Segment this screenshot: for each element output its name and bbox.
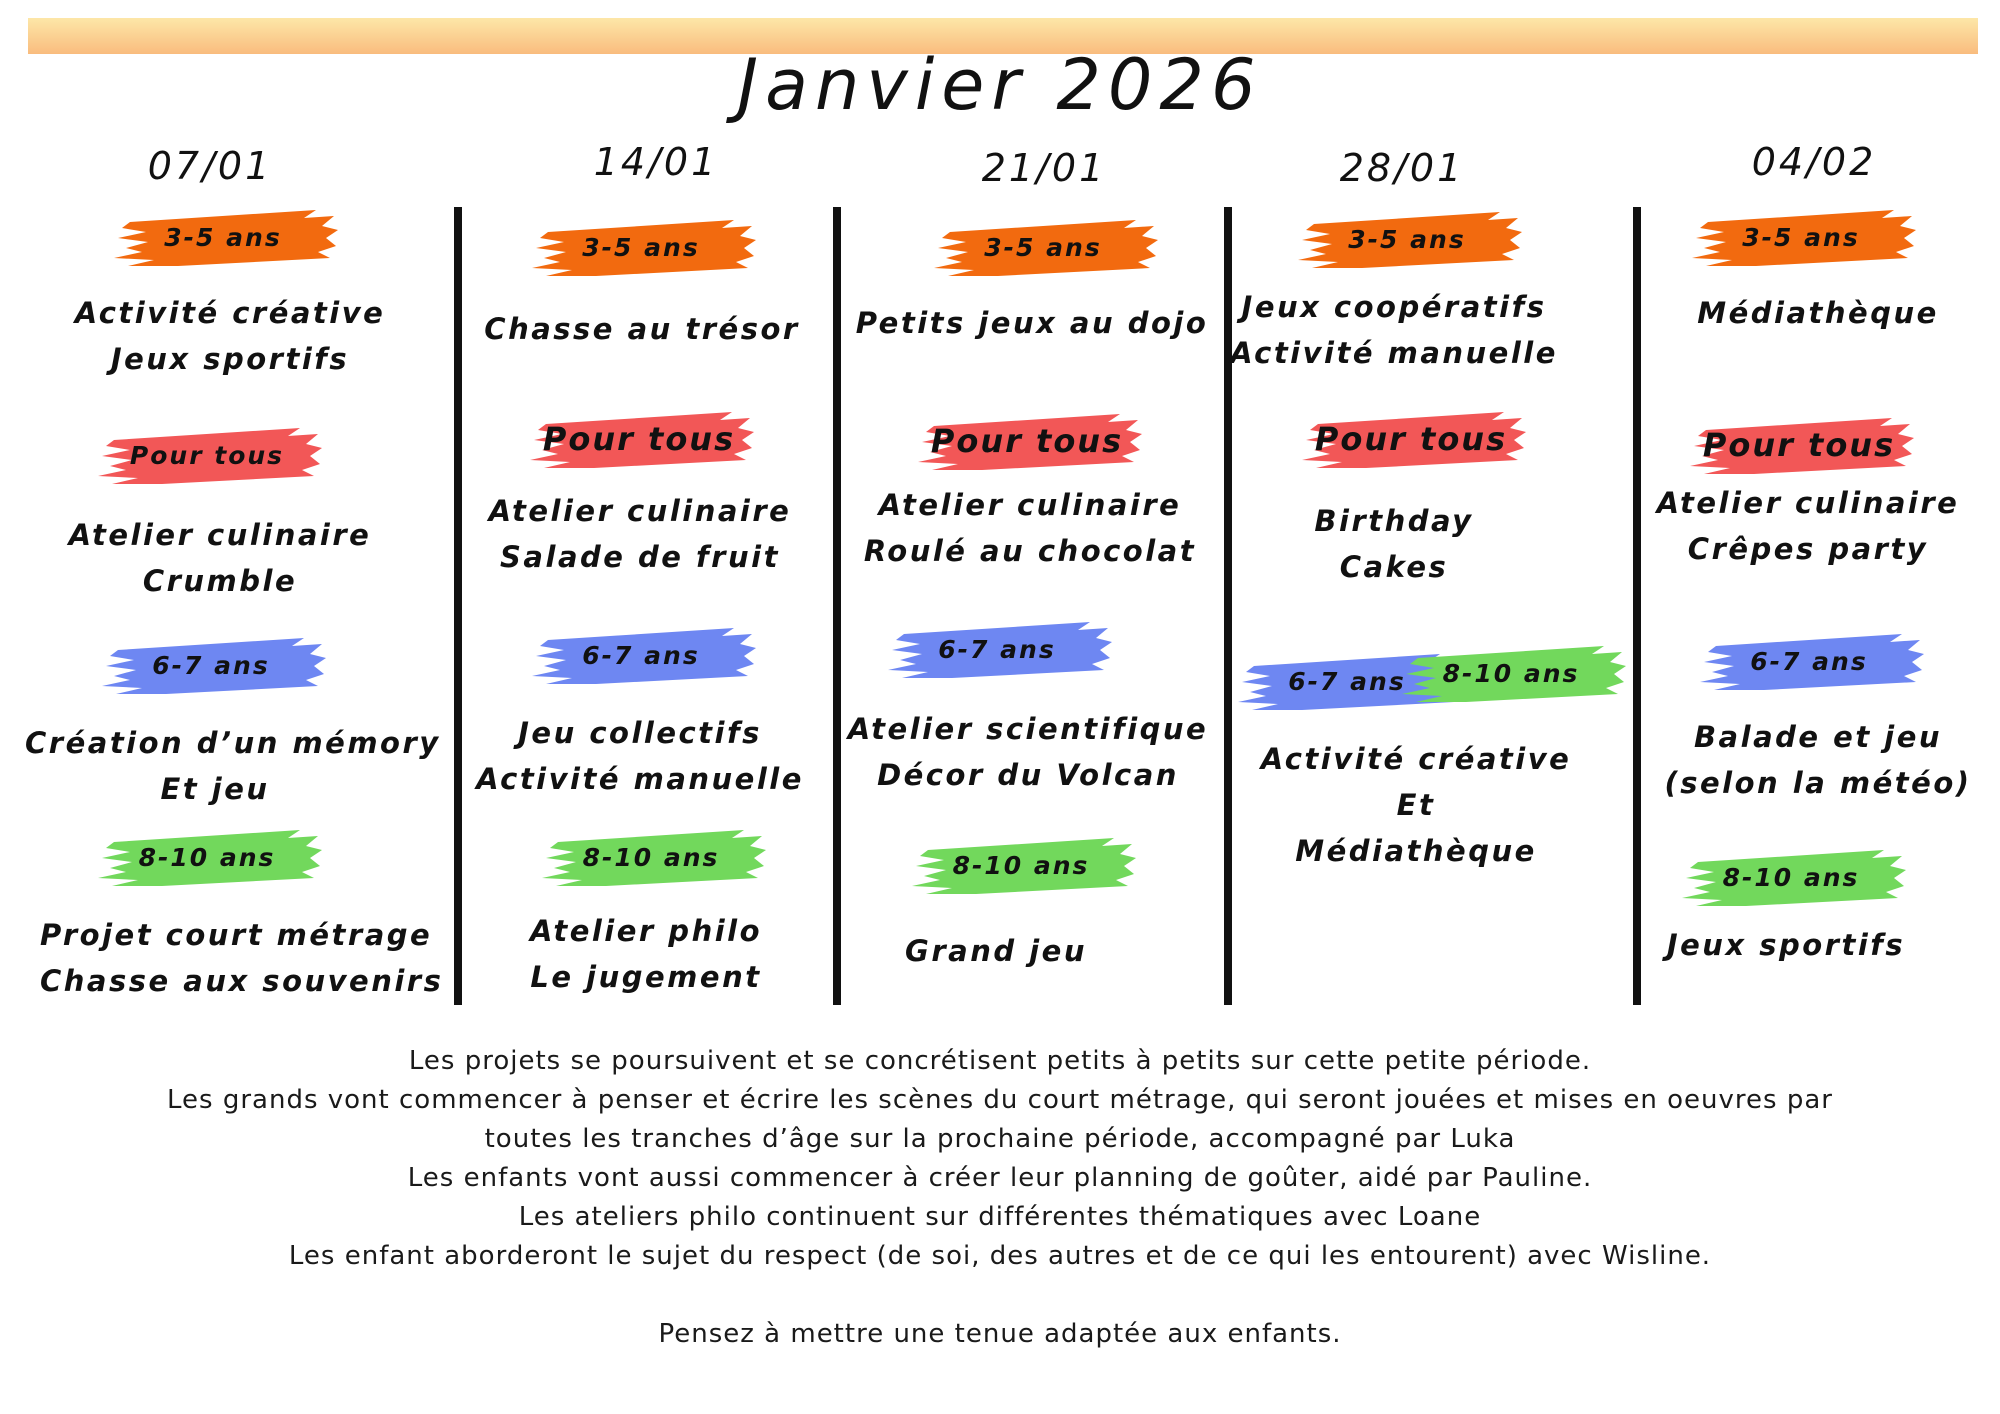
week-date: 04/02: [1751, 140, 1877, 184]
badge-pour-tous: Pour tous: [92, 426, 322, 484]
badge-6-7-ans: 6-7 ans: [96, 636, 326, 694]
note-line: Les enfants vont aussi commencer à créer leur planning de goûter, aidé par Pauline.: [407, 1163, 1593, 1193]
activity-text: Atelier culinaire Crumble: [68, 518, 372, 598]
activity-text: Petits jeux au dojo: [855, 306, 1209, 340]
week-date: 07/01: [147, 144, 273, 188]
activity-text: Activité créative Et Médiathèque: [1260, 742, 1572, 868]
activity-text: Grand jeu: [905, 934, 1087, 968]
badge-pour-tous: Pour tous: [1296, 410, 1526, 468]
badge-6-7-ans: 6-7 ans: [1694, 632, 1924, 690]
badge-pour-tous: Pour tous: [1684, 416, 1914, 474]
notes-block: [0, 1042, 2000, 1354]
note-line: toutes les tranches d’âge sur la prochaine période, accompagné par Luka: [484, 1124, 1516, 1154]
badge-6-7-ans: 6-7 ans: [882, 620, 1112, 678]
badge-3-5-ans: 3-5 ans: [1292, 210, 1522, 268]
reminder-text: Pensez à mettre une tenue adaptée aux enfants.: [658, 1319, 1342, 1349]
activity-text: Chasse au trésor: [484, 312, 800, 346]
badge-8-10-ans: 8-10 ans: [92, 828, 322, 886]
week-date: 28/01: [1339, 146, 1465, 190]
activity-text: Balade et jeu (selon la météo): [1664, 720, 1972, 800]
note-line: Les enfant aborderont le sujet du respect (de soi, des autres et de ce qui les entourent) avec Wisline.: [288, 1241, 1712, 1271]
activity-text: Atelier culinaire Crêpes party: [1656, 486, 1960, 566]
note-line: Les ateliers philo continuent sur différentes thématiques avec Loane: [518, 1202, 1482, 1232]
activity-text: Jeu collectifs Activité manuelle: [476, 716, 804, 796]
week-date: 21/01: [981, 146, 1107, 190]
badge-3-5-ans: 3-5 ans: [928, 218, 1158, 276]
badge-8-10-ans: 8-10 ans: [1396, 644, 1626, 702]
badge-8-10-ans: 8-10 ans: [1676, 848, 1906, 906]
badge-6-7-ans: 6-7 ans: [526, 626, 756, 684]
note-line: Les grands vont commencer à penser et écrire les scènes du court métrage, qui seront jouées et mises en oeuvres par: [167, 1085, 1833, 1115]
activity-text: Médiathèque: [1697, 296, 1939, 330]
note-line: Les projets se poursuivent et se concrétisent petits à petits sur cette petite période.: [408, 1046, 1592, 1076]
activity-text: Atelier culinaire Salade de fruit: [488, 494, 792, 574]
activity-text: Atelier culinaire Roulé au chocolat: [863, 488, 1197, 568]
activity-text: Création d’un mémory Et jeu: [25, 726, 441, 806]
badge-3-5-ans: 3-5 ans: [108, 208, 338, 266]
activity-text: Atelier philo Le jugement: [529, 914, 763, 994]
column-divider: [833, 207, 841, 1005]
badge-pour-tous: Pour tous: [524, 410, 754, 468]
activity-text: Atelier scientifique Décor du Volcan: [847, 712, 1209, 792]
badge-3-5-ans: 3-5 ans: [1686, 208, 1916, 266]
badge-8-10-ans: 8-10 ans: [906, 836, 1136, 894]
activity-text: Birthday Cakes: [1314, 504, 1474, 584]
page-title: Janvier 2026: [737, 44, 1263, 126]
badge-3-5-ans: 3-5 ans: [526, 218, 756, 276]
badge-8-10-ans: 8-10 ans: [536, 828, 766, 886]
activity-text: Projet court métrage Chasse aux souvenirs: [40, 918, 444, 998]
activity-text: Activité créative Jeux sportifs: [74, 296, 386, 376]
badge-pour-tous: Pour tous: [912, 412, 1142, 470]
activity-text: Jeux sportifs: [1666, 928, 1906, 962]
activity-text: Jeux coopératifs Activité manuelle: [1230, 290, 1558, 370]
badge-6-7-ans: 6-7 ans: [1232, 652, 1462, 710]
week-date: 14/01: [593, 140, 719, 184]
